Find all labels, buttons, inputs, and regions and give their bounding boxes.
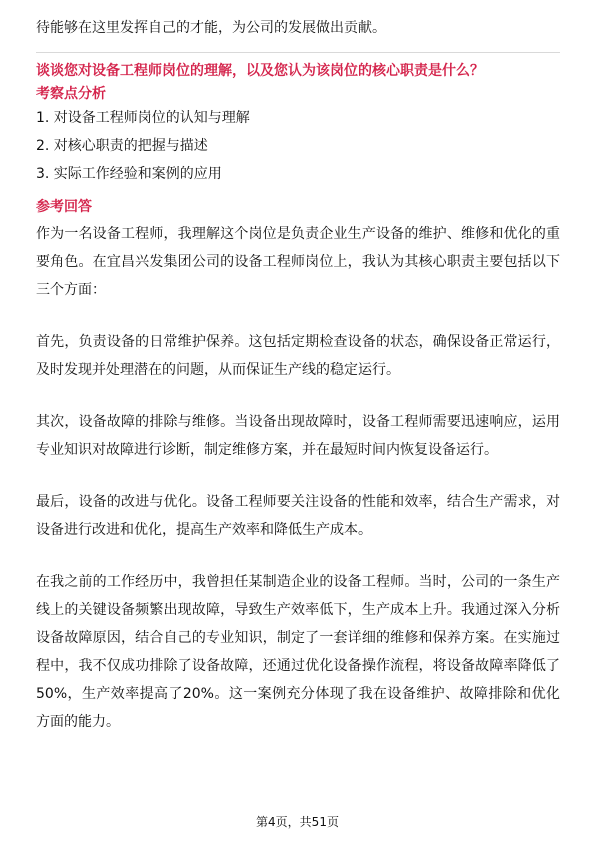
analysis-list [36,108,560,184]
answer-body [36,220,560,736]
analysis-title: 考察点分析 [36,86,106,102]
intro-line: 待能够在这里发挥自己的才能，为公司的发展做出贡献。 [36,20,386,36]
question-heading: 谈谈您对设备工程师岗位的理解，以及您认为该岗位的核心职责是什么？ [36,63,484,79]
page-footer: 第4页，共51页 [256,815,339,829]
analysis-item-3: 3. 实际工作经验和案例的应用 [36,166,222,182]
document-content [36,6,560,736]
answer-title: 参考回答 [36,199,92,215]
section-spacer [36,184,560,194]
answer-paragraph-4: 最后，设备的改进与优化。设备工程师要关注设备的性能和效率，结合生产需求，对设备进行改进和优化，提高生产效率和降低生产成本。 [36,494,560,538]
answer-paragraph-1: 作为一名设备工程师，我理解这个岗位是负责企业生产设备的维护、维修和优化的重要角色。在宜昌兴发集团公司的设备工程师岗位上，我认为其核心职责主要包括以下三个方面： [36,226,560,298]
analysis-item-1: 1. 对设备工程师岗位的认知与理解 [36,110,250,126]
answer-paragraph-2: 首先，负责设备的日常维护保养。这包括定期检查设备的状态，确保设备正常运行，及时发现并处理潜在的问题，从而保证生产线的稳定运行。 [36,334,560,378]
answer-paragraph-5: 在我之前的工作经历中，我曾担任某制造企业的设备工程师。当时，公司的一条生产线上的关键设备频繁出现故障，导致生产效率低下，生产成本上升。我通过深入分析设备故障原因，结合自己的专业知识，制定了一套详细的维修和保养方案。在实施过程中，我不仅成功排除了设备故障，还通过优化设备操作流程，将设备故障率降低了50%，生产效率提高了20%。这一案例充分体现了我在设备维护、故障排除和优化方面的能力。 [36,574,560,730]
analysis-item-2: 2. 对核心职责的把握与描述 [36,138,208,154]
answer-paragraph-3: 其次，设备故障的排除与维修。当设备出现故障时，设备工程师需要迅速响应，运用专业知识对故障进行诊断，制定维修方案，并在最短时间内恢复设备运行。 [36,414,560,458]
section-divider [36,52,560,53]
